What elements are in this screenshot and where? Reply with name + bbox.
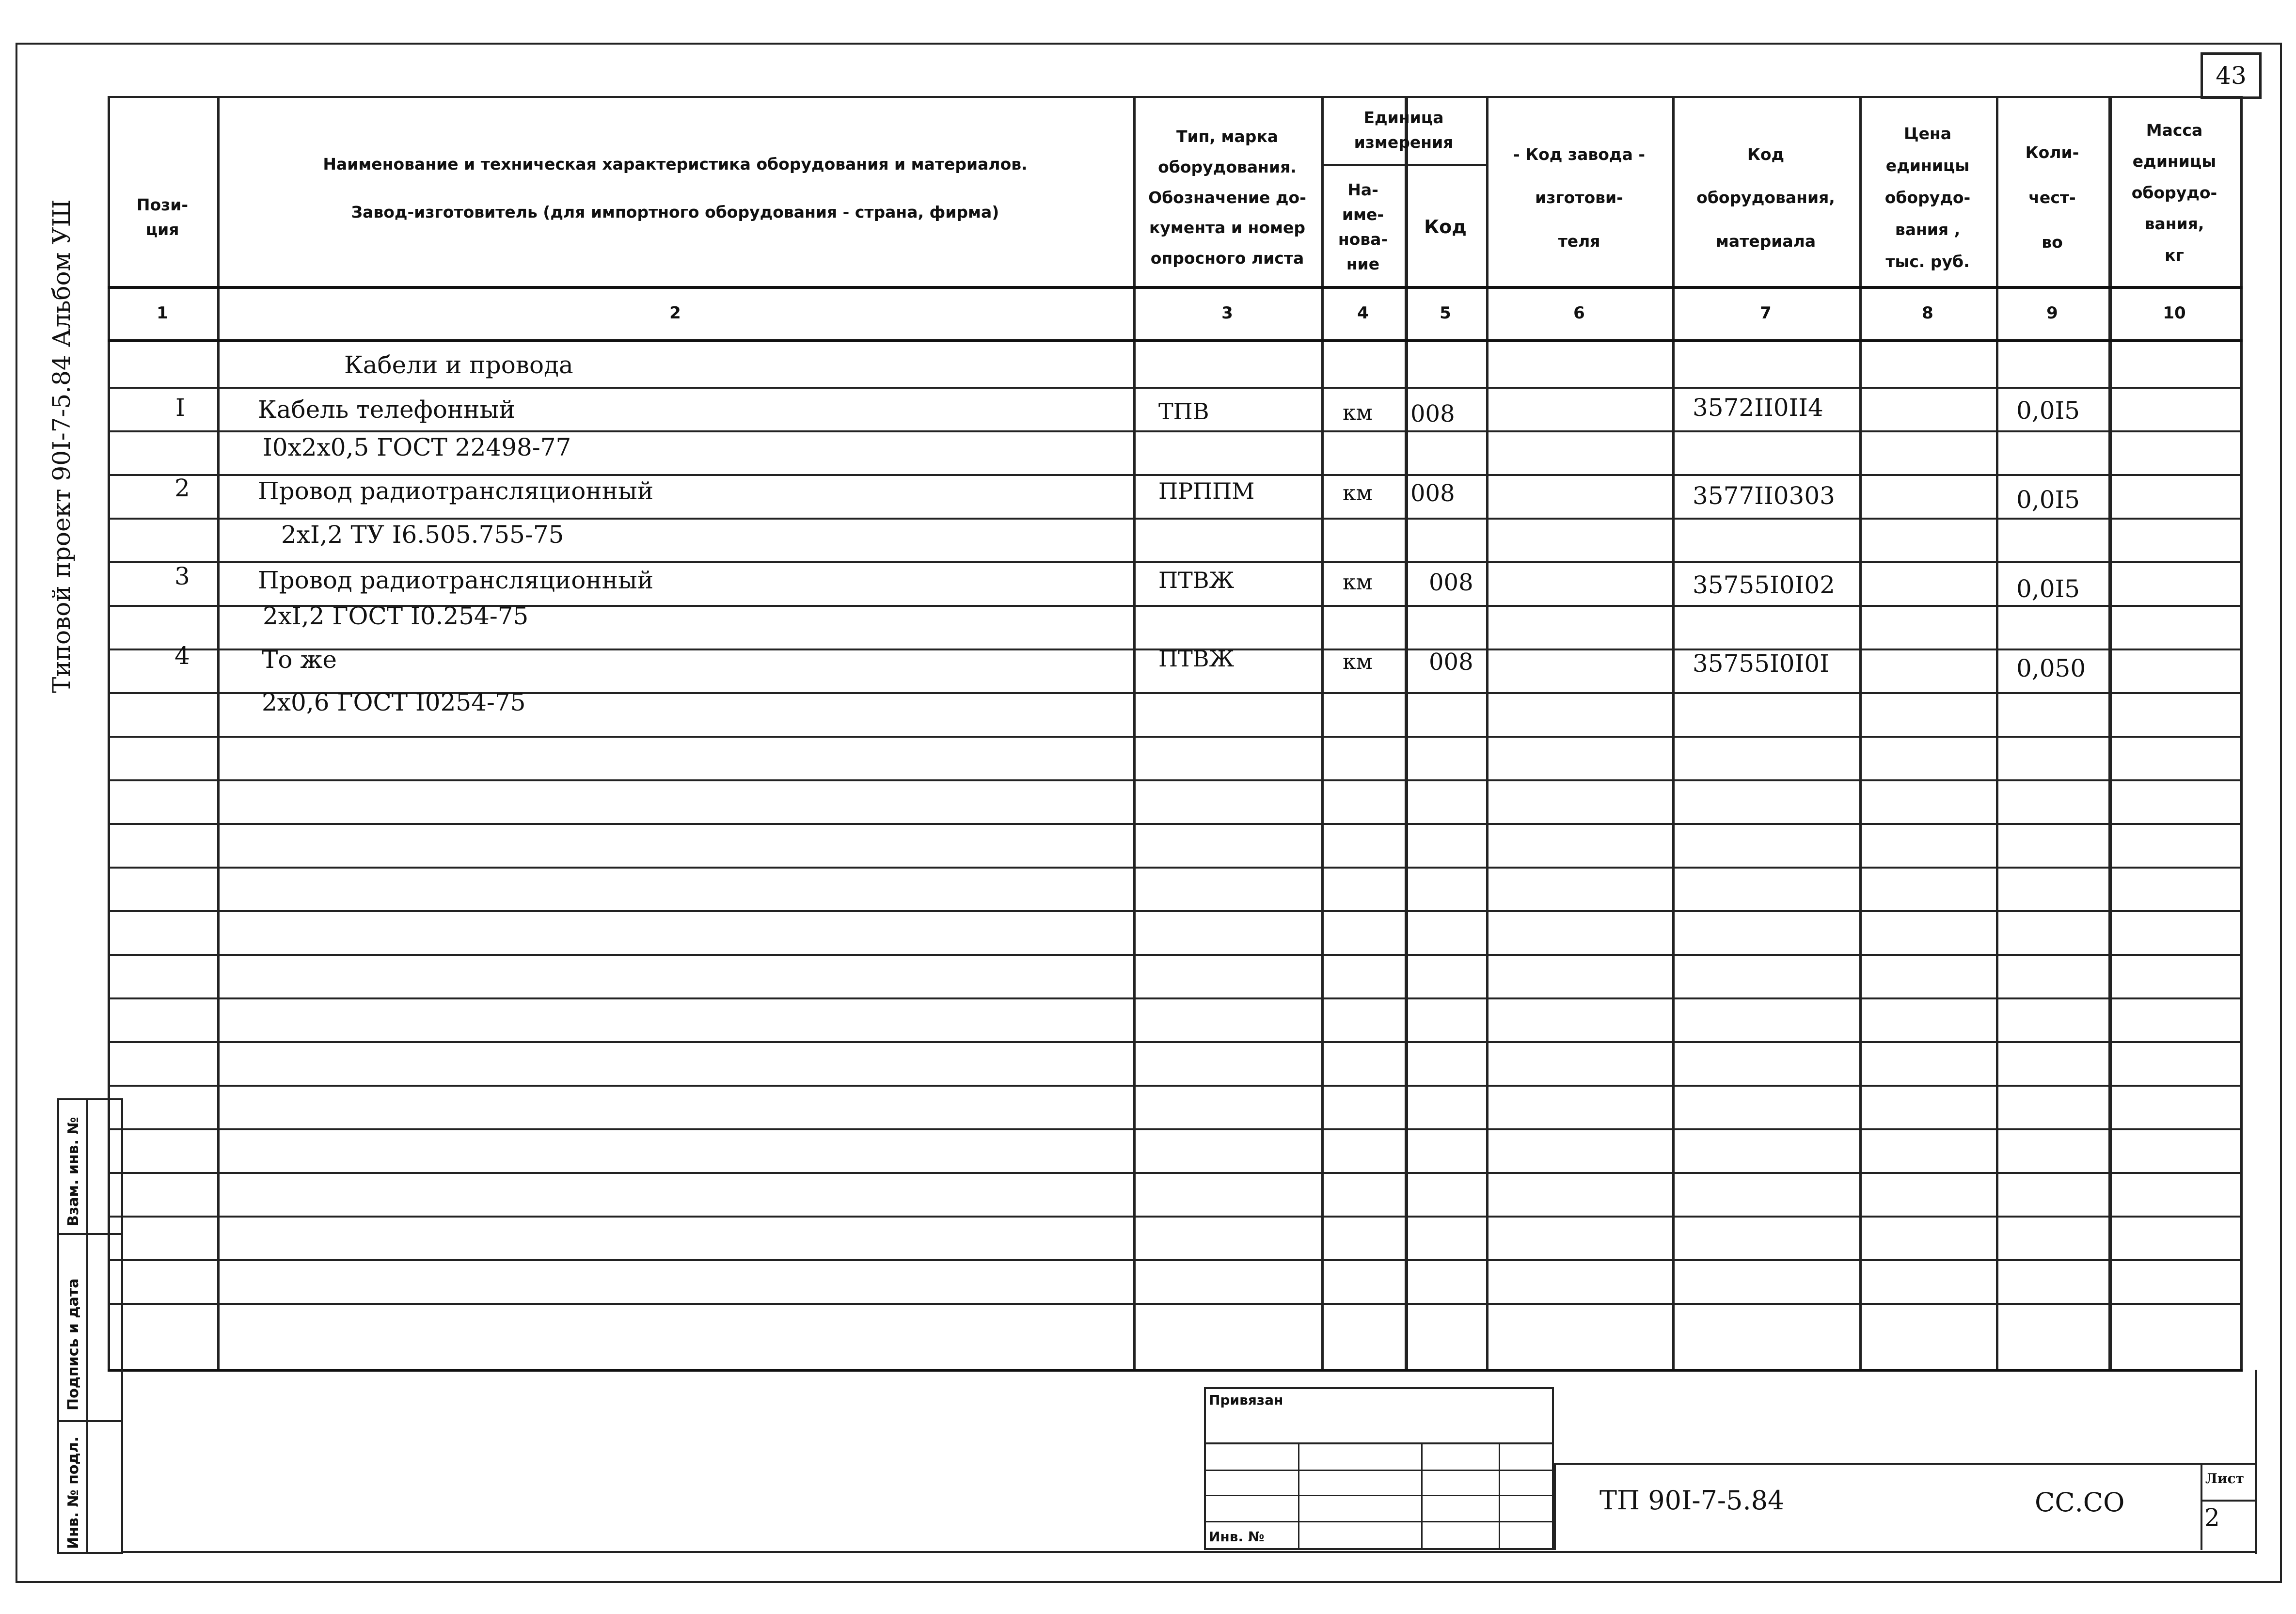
item-3-qty: 0,0I5 [2016, 575, 2080, 603]
item-4-spec: 2x0,6 ГОСТ I0254-75 [262, 688, 526, 716]
item-1-code: 3572II0II4 [1693, 394, 1823, 422]
section-title: Кабели и провода [344, 351, 573, 379]
item-3-unit: км [1343, 570, 1373, 595]
item-1-unit-code: 008 [1410, 400, 1455, 427]
document-mark: СС.СО [2035, 1487, 2125, 1518]
colnum-5: 5 [1440, 303, 1451, 323]
item-3-spec: 2xI,2 ГОСТ I0.254-75 [263, 602, 529, 630]
item-4-unit: км [1343, 649, 1373, 674]
page-number-box [2201, 52, 2262, 99]
item-1-name: Кабель телефонный [258, 396, 515, 424]
header-mass: Масса единицы оборудо- вания, кг [2131, 121, 2217, 265]
item-4-qty: 0,050 [2016, 654, 2086, 682]
item-4-type: ПТВЖ [1158, 646, 1235, 672]
stamp-inv-podl: Инв. № подл. [65, 1436, 82, 1549]
item-3-code: 35755I0I02 [1693, 571, 1835, 599]
item-2-type: ПРППМ [1158, 478, 1255, 504]
item-1-qty: 0,0I5 [2016, 396, 2080, 425]
item-3-name: Провод радиотрансляционный [258, 566, 654, 594]
header-equipment-code: Код оборудования, материала [1696, 145, 1835, 251]
sheet-label: Лист [2205, 1471, 2244, 1487]
binding-box [1204, 1387, 1554, 1550]
item-1-unit: км [1343, 400, 1373, 425]
item-4-name: То же [262, 646, 337, 674]
header-position: Пози- ция [136, 195, 189, 239]
page-number: 43 [2216, 62, 2247, 90]
item-3-unit-code: 008 [1429, 569, 1473, 596]
specification-table [108, 96, 2243, 1371]
colnum-2: 2 [669, 303, 681, 323]
item-4-unit-code: 008 [1429, 649, 1473, 676]
item-2-qty: 0,0I5 [2016, 486, 2080, 514]
item-1-spec: I0x2x0,5 ГОСТ 22498-77 [263, 433, 571, 461]
header-quantity: Коли- чест- во [2025, 143, 2079, 252]
stamp-signature-date: Подпись и дата [65, 1278, 82, 1410]
colnum-4: 4 [1357, 303, 1369, 323]
colnum-8: 8 [1922, 303, 1933, 323]
item-2-code: 3577II0303 [1693, 482, 1835, 510]
stamp-vzam-inv: Взам. инв. № [65, 1117, 82, 1226]
side-title: Типовой проект 90I-7-5.84 Альбом УШ [48, 199, 76, 693]
header-unit: Единица измерения [1354, 108, 1454, 152]
bottom-right-border [2255, 1370, 2257, 1554]
colnum-1: 1 [157, 303, 168, 323]
item-1-position: I [175, 394, 185, 422]
header-unit-code: Код [1424, 216, 1467, 237]
colnum-9: 9 [2046, 303, 2058, 323]
item-4-position: 4 [174, 642, 190, 670]
item-2-position: 2 [174, 474, 190, 502]
colnum-7: 7 [1760, 303, 1772, 323]
inventory-number-label: Инв. № [1209, 1529, 1265, 1545]
sheet-number: 2 [2204, 1503, 2220, 1532]
item-2-unit-code: 008 [1410, 480, 1455, 507]
item-1-type: ТПВ [1158, 398, 1209, 425]
header-unit-name: На- име- нова- ние [1338, 180, 1388, 274]
item-2-spec: 2xI,2 ТУ I6.505.755-75 [281, 521, 564, 549]
document-code: ТП 90I-7-5.84 [1599, 1485, 1785, 1516]
header-factory-code: - Код завода - изготови- теля [1513, 145, 1646, 251]
bottom-line [121, 1551, 2257, 1553]
item-3-position: 3 [174, 562, 190, 590]
item-3-type: ПТВЖ [1158, 567, 1235, 593]
item-2-unit: км [1343, 481, 1373, 506]
item-4-code: 35755I0I0I [1693, 649, 1829, 678]
colnum-3: 3 [1221, 303, 1233, 323]
header-name: Наименование и техническая характеристика оборудования и материалов. Завод-изготовитель (для импортного оборудования - страна, фирма) [323, 155, 1028, 222]
bottom-left-border [121, 1370, 123, 1554]
header-price: Цена единицы оборудо- вания , тыс. руб. [1884, 124, 1971, 271]
item-2-name: Провод радиотрансляционный [258, 477, 654, 505]
binding-label: Привязан [1209, 1392, 1283, 1408]
header-type: Тип, марка оборудования. Обозначение до- кумента и номер опросного листа [1148, 127, 1306, 268]
colnum-10: 10 [2163, 303, 2186, 323]
colnum-6: 6 [1573, 303, 1585, 323]
